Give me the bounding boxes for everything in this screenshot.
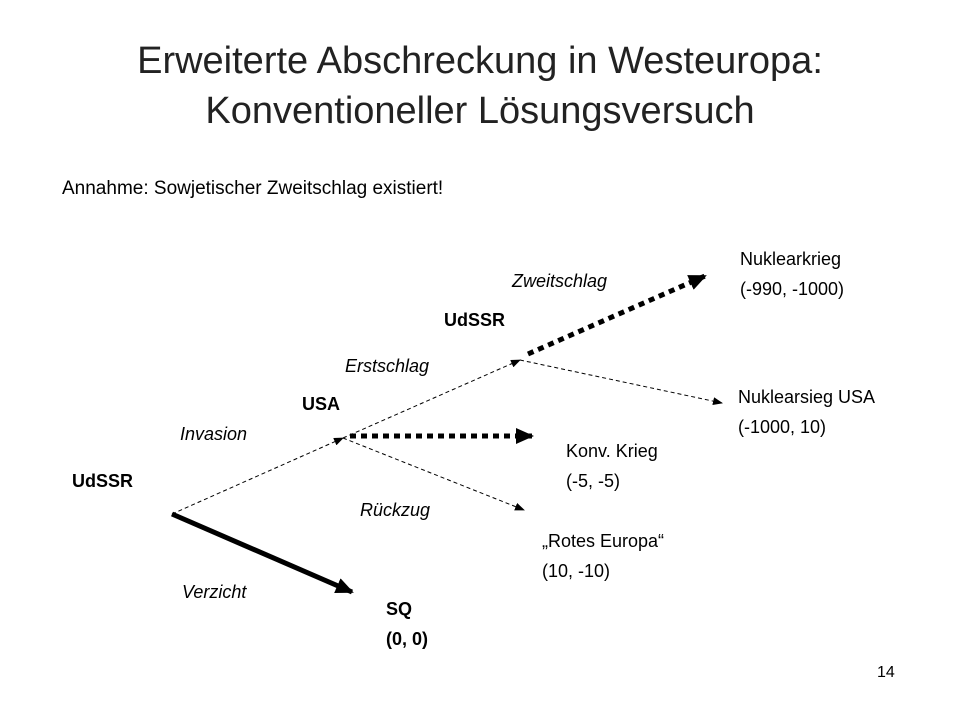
outcome-nuklearsieg bbox=[738, 382, 875, 442]
outcome-nuklearkrieg-payoff: (-990, -1000) bbox=[740, 279, 845, 299]
outcome-rotes-europa-payoff: (10, -10) bbox=[542, 561, 611, 581]
action-erstschlag: Erstschlag bbox=[345, 356, 430, 376]
player-udssr-root: UdSSR bbox=[72, 471, 134, 491]
outcome-nuklearsieg-name: Nuklearsieg USA bbox=[738, 387, 876, 407]
outcome-sq bbox=[386, 594, 428, 654]
page-number: 14 bbox=[877, 664, 895, 681]
outcome-rotes-europa-name: „Rotes Europa“ bbox=[542, 531, 665, 551]
edge-verzicht bbox=[172, 514, 352, 592]
player-udssr-second: UdSSR bbox=[444, 310, 506, 330]
outcome-konv-krieg-payoff: (-5, -5) bbox=[566, 471, 620, 491]
outcome-konv-krieg bbox=[566, 436, 658, 496]
edge-nuklearsieg bbox=[520, 360, 722, 403]
outcome-nuklearkrieg-name: Nuklearkrieg bbox=[740, 249, 842, 269]
outcome-nuklearsieg-payoff: (-1000, 10) bbox=[738, 417, 827, 437]
outcome-konv-krieg-name: Konv. Krieg bbox=[566, 441, 658, 461]
edge-invasion bbox=[172, 438, 343, 514]
assumption-text: Annahme: Sowjetischer Zweitschlag existiert! bbox=[62, 178, 444, 199]
player-usa: USA bbox=[302, 394, 341, 414]
action-rueckzug: Rückzug bbox=[360, 500, 431, 520]
outcome-sq-name: SQ bbox=[386, 599, 413, 619]
title-line-2: Konventioneller Lösungsversuch bbox=[205, 90, 755, 132]
outcome-rotes-europa bbox=[542, 526, 664, 586]
title-line-1: Erweiterte Abschreckung in Westeuropa: bbox=[137, 40, 823, 82]
outcome-nuklearkrieg bbox=[740, 244, 844, 304]
action-zweitschlag: Zweitschlag bbox=[512, 271, 608, 291]
action-invasion: Invasion bbox=[180, 424, 248, 444]
action-verzicht: Verzicht bbox=[182, 582, 247, 602]
outcome-sq-payoff: (0, 0) bbox=[386, 629, 429, 649]
